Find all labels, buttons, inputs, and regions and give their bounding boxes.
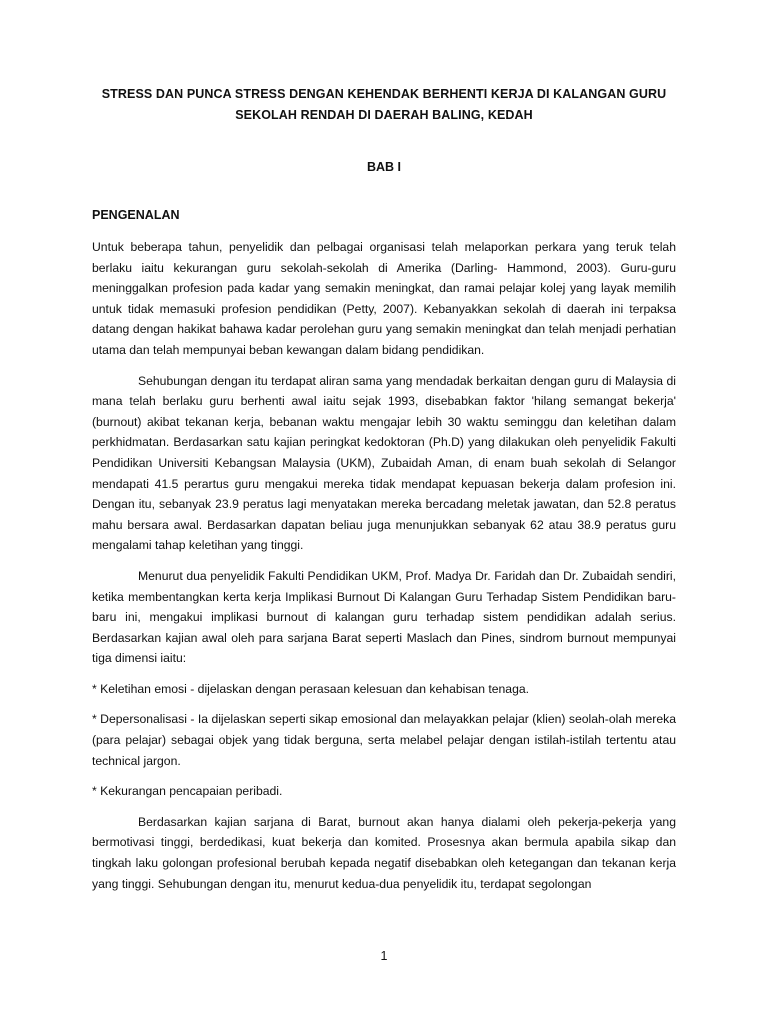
paragraph-2: Sehubungan dengan itu terdapat aliran sama yang mendadak berkaitan dengan guru di Malaysia di mana telah berlaku guru berhenti awal iaitu sejak 1993, disebabkan faktor 'hilang semangat bekerja' (burnout) akibat tekanan kerja, bebanan waktu mengajar lebih 30 waktu seminggu dan keletihan dalam perkhidmatan. Berdasarkan satu kajian peringkat kedoktoran (Ph.D) yang dilakukan oleh penyelidik Fakulti Pendidikan Universiti Kebangsan Malaysia (UKM), Zubaidah Aman, di enam buah sekolah di Selangor mendapati 41.5 perartus guru mengakui mereka tidak mendapat kepuasan bekerja dalam profesion ini. Dengan itu, sebanyak 23.9 peratus lagi menyatakan mereka bercadang meletak jawatan, dan 52.8 peratus mahu bersara awal. Berdasarkan dapatan beliau juga menunjukkan sebanyak 62 atau 38.9 peratus guru mengalami tahap keletihan yang tinggi. xyxy=(92,373,676,553)
paragraph-4: Berdasarkan kajian sarjana di Barat, burnout akan hanya dialami oleh pekerja-pekerja yang bermotivasi tinggi, berdedikasi, kuat bekerja dan komited. Prosesnya akan bermula apabila sikap dan tingkah laku golongan profesional berubah kepada negatif disebabkan oleh ketegangan dan tekanan kerja yang tinggi. Sehubungan dengan itu, menurut kedua-dua penyelidik itu, terdapat segolongan xyxy=(92,814,676,891)
section-heading: PENGENALAN xyxy=(92,208,180,222)
document-title xyxy=(80,84,688,126)
paragraph-1: Untuk beberapa tahun, penyelidik dan pelbagai organisasi telah melaporkan perkara yang teruk telah berlaku iaitu kekurangan guru sekolah-sekolah di Amerika (Darling- Hammond, 2003). Guru-guru meninggalkan profesion pada kadar yang semakin meningkat, dan ramai pelajar kolej yang layak memilih untuk tidak memasuki profesion pendidikan (Petty, 2007). Kebanyakkan sekolah di daerah ini terpaksa datang dengan hakikat bahawa kadar perolehan guru yang semakin meningkat dan telah menjadi perhatian utama dan telah mempunyai beban kewangan dalam bidang pendidikan. xyxy=(92,240,676,357)
paragraph-3: Menurut dua penyelidik Fakulti Pendidikan UKM, Prof. Madya Dr. Faridah dan Dr. Zubaidah sendiri, ketika membentangkan kerta kerja Implikasi Burnout Di Kalangan Guru Terhadap Sistem Pendidikan baru-baru ini, mengakui implikasi burnout di kalangan guru terhadap sistem pendidikan adalah serius. Berdasarkan kajian awal oleh para sarjana Barat seperti Maslach dan Pines, sindrom burnout mempunyai tiga dimensi iaitu: xyxy=(92,568,676,666)
bullet-item-2: * Depersonalisasi - Ia dijelaskan seperti sikap emosional dan melayakkan pelajar (klien) seolah-olah mereka (para pelajar) sebagai objek yang tidak berguna, serta melabel pelajar dengan istilah-istilah tertentu atau technical jargon. xyxy=(92,712,676,768)
bullet-item-3: * Kekurangan pencapaian peribadi. xyxy=(92,784,283,799)
body-text xyxy=(92,237,676,904)
chapter-label: BAB I xyxy=(366,160,402,174)
bullet-item-1: * Keletihan emosi - dijelaskan dengan perasaan kelesuan dan kehabisan tenaga. xyxy=(92,681,530,696)
title-line-1: STRESS DAN PUNCA STRESS DENGAN KEHENDAK BERHENTI KERJA DI KALANGAN GURU xyxy=(101,87,667,101)
title-line-2: SEKOLAH RENDAH DI DAERAH BALING, KEDAH xyxy=(235,108,533,122)
page-number: 1 xyxy=(380,949,388,963)
